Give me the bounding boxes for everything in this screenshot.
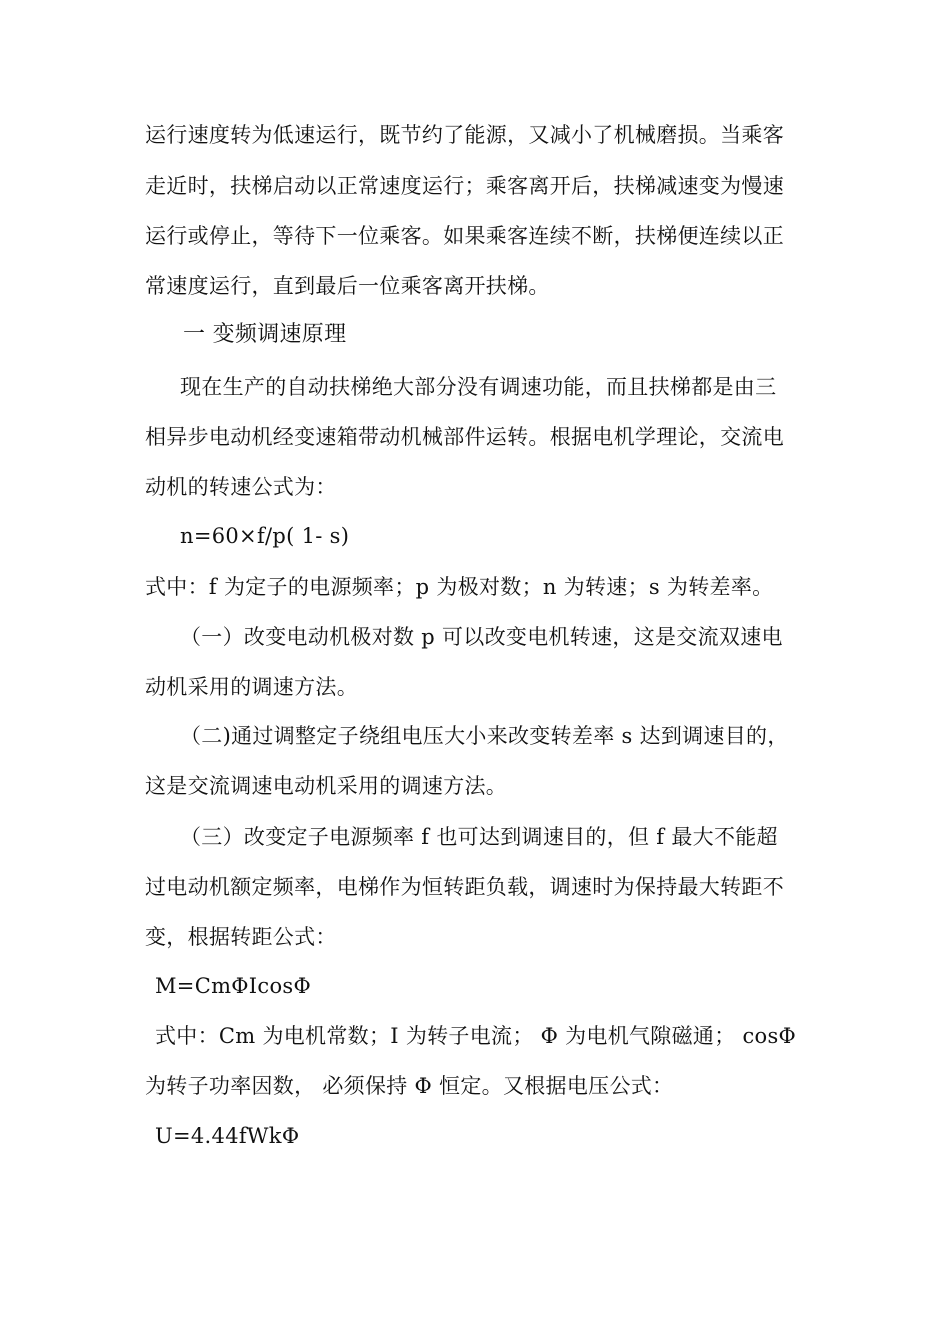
torque-formula: M=CmΦIcosΦ <box>155 974 311 998</box>
paragraph-line: 动机的转速公式为： <box>145 475 337 499</box>
torque-formula-legend: 为转子功率因数， 必须保持 Φ 恒定。又根据电压公式： <box>145 1074 674 1098</box>
speed-formula-legend: 式中：f 为定子的电源频率；p 为极对数；n 为转速；s 为转差率。 <box>145 575 774 599</box>
torque-formula-legend: 式中：Cm 为电机常数；I 为转子电流； Φ 为电机气隙磁通； cosΦ <box>155 1024 797 1048</box>
paragraph-line: 运行速度转为低速运行，既节约了能源，又减小了机械磨损。当乘客 <box>145 123 784 147</box>
paragraph-line: （一）改变电动机极对数 p 可以改变电机转速，这是交流双速电 <box>180 625 783 649</box>
paragraph-line: 运行或停止，等待下一位乘客。如果乘客连续不断，扶梯便连续以正 <box>145 224 784 248</box>
section-heading: 一 变频调速原理 <box>183 322 347 347</box>
paragraph-line: （二)通过调整定子绕组电压大小来改变转差率 s 达到调速目的， <box>180 724 789 748</box>
voltage-formula: U=4.44fWkΦ <box>155 1124 300 1148</box>
paragraph-line: 动机采用的调速方法。 <box>145 675 358 699</box>
paragraph-line: 走近时，扶梯启动以正常速度运行；乘客离开后，扶梯减速变为慢速 <box>145 174 784 198</box>
paragraph-line: 这是交流调速电动机采用的调速方法。 <box>145 774 508 798</box>
paragraph-line: 变，根据转距公式： <box>145 925 337 949</box>
paragraph-line: （三）改变定子电源频率 f 也可达到调速目的，但 f 最大不能超 <box>180 825 778 849</box>
paragraph-line: 常速度运行，直到最后一位乘客离开扶梯。 <box>145 274 550 298</box>
paragraph-line: 相异步电动机经变速箱带动机械部件运转。根据电机学理论，交流电 <box>145 425 784 449</box>
paragraph-line: 过电动机额定频率，电梯作为恒转距负载，调速时为保持最大转距不 <box>145 875 784 899</box>
speed-formula: n=60×f/p( 1- s) <box>180 524 350 548</box>
paragraph-line: 现在生产的自动扶梯绝大部分没有调速功能，而且扶梯都是由三 <box>180 375 777 399</box>
